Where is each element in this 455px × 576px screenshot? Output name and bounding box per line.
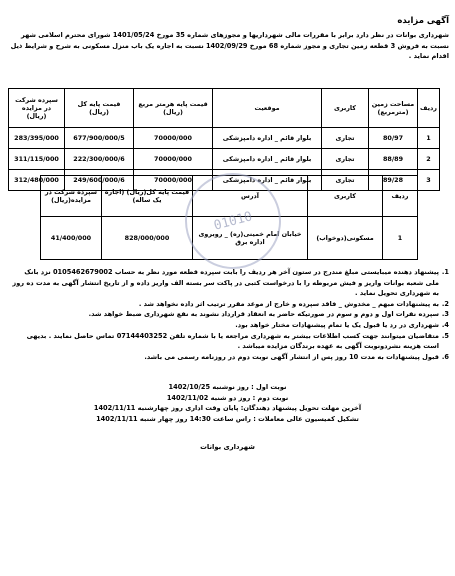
cell: 283/395/000 xyxy=(9,128,65,149)
submission-deadline: آخرین مهلت تحویل پیشنهاد دهندگان: پایان وقت اداری روز چهارشنبه 1402/11/11 xyxy=(93,404,362,413)
item-number: 3. xyxy=(441,310,449,319)
cell: مسکونی(دوخواب) xyxy=(308,217,383,260)
cell: 70000/000 xyxy=(134,149,213,170)
cell: 1 xyxy=(418,128,440,149)
first-publication-date: نوبت اول : روز نوشنبه 1402/10/25 xyxy=(168,383,287,391)
col-total-price: قیمت پایه کل (ریال) xyxy=(65,89,134,128)
item-number: 6. xyxy=(441,352,449,361)
list-item xyxy=(9,331,449,352)
commission-session: تشکیل کمیسیون عالی معاملات : راس ساعت 14:30 روز چهار شنبه 1402/11/11 xyxy=(96,414,359,423)
cell: 677/900/000/5 xyxy=(65,128,134,149)
table-row xyxy=(9,128,440,149)
item-number: 1. xyxy=(441,268,449,276)
item-number: 4. xyxy=(441,320,449,329)
cell: 311/115/000 xyxy=(9,149,65,170)
cell: 828/000/000 xyxy=(102,217,193,260)
cell: 41/400/000 xyxy=(41,217,102,260)
conditions-list xyxy=(9,267,449,362)
col-row-number: ردیف xyxy=(418,89,440,128)
cell: 70000/000 xyxy=(134,128,213,149)
cell: 249/600/000/6 xyxy=(65,170,134,191)
cell: بلوار قائم _ اداره دامپزشکی xyxy=(213,170,322,191)
col-usage: کاربری xyxy=(322,89,369,128)
list-item xyxy=(9,352,449,363)
item-number: 2. xyxy=(441,299,449,308)
cell: 2 xyxy=(418,149,440,170)
item-text: شهرداری در رد یا قبول یک یا تمام پیشنهادات مختار خواهد بود. xyxy=(235,320,439,329)
col-row-number: ردیف xyxy=(383,176,418,217)
list-item xyxy=(9,309,449,320)
cell: تجاری xyxy=(322,128,369,149)
col-total-price: قیمت پایه کل(ریال) (اجاره یک ساله) xyxy=(102,176,193,217)
item-text: قبول پیشنهادات به مدت 10 روز پس از انتشار آگهی نوبت دوم در روزنامه رسمی می باشد. xyxy=(144,352,439,361)
signature: شهرداری بوانات xyxy=(200,443,255,451)
notice-title: آگهی مزایده xyxy=(397,16,449,26)
list-item xyxy=(9,320,449,331)
cell: بلوار قائم _ اداره دامپزشکی xyxy=(213,128,322,149)
col-deposit: سپرده شرکت در مزایده(ریال) xyxy=(41,176,102,217)
item-text: متقاضیان میتوانند جهت کسب اطلاعات بیشتر به شهرداری مراجعه یا با شماره تلفن 07144403252 تماس حاصل نمایند . بدیهی است هزینه نشردونوبت آگهی به عهده برندگان مزایده میباشد . xyxy=(26,331,439,351)
cell: 222/300/000/6 xyxy=(65,149,134,170)
table-row xyxy=(9,149,440,170)
second-publication-date: نوبت دوم : روز دو شنبه 1402/11/02 xyxy=(166,393,289,402)
list-item xyxy=(9,299,449,310)
notice-intro: شهرداری بوانات در نظر دارد برابر با مقررات مالی شهرداریها و مجوزهای شماره 35 مورخ 1401/05/24 شورای محترم اسلامی شهر نسبت به فروش 3 قطعه زمین تجاری و مجوز شماره 68 مورخ 1402/09/29 نسبت به اجاره یک باب منزل مسکونی به شرح و شرایط ذیل اقدام نماید . xyxy=(10,31,449,60)
cell: بلوار قائم _ اداره دامپزشکی xyxy=(213,149,322,170)
item-text: به پیشنهادات مبهم _ مخدوش _ فاقد سپرده و خارج از موعد مقرر ترتیب اثر داده نخواهد شد . xyxy=(138,299,439,308)
cell: 88/89 xyxy=(369,149,418,170)
item-text: سپرده نفرات اول و دوم و سوم در صورتیکه حاضر به انعقاد قرارداد نشوند به نفع شهرداری ضبط خواهد شد. xyxy=(88,310,439,319)
schedule-block xyxy=(0,382,455,424)
table-header-row xyxy=(9,89,440,128)
col-address: آدرس xyxy=(193,176,308,217)
col-location: موقعیت xyxy=(213,89,322,128)
col-deposit: سپرده شرکت در مزایده (ریال) xyxy=(9,89,65,128)
cell: 89/28 xyxy=(369,170,418,191)
cell: تجاری xyxy=(322,149,369,170)
stamp-number: 01010 xyxy=(212,208,254,234)
col-unit-price: قیمت پایه هرمتر مربع (ریال) xyxy=(134,89,213,128)
item-text: پیشنهاد دهنده میبایستی مبلغ مندرج در ستون آخر هر ردیف را بابت سپرده قطعه مورد نظر به حساب 0105462679002 نزد بانک ملی شعبه بوانات واریز و فیش مربوطه را با درخواست کتبی در پاکت سر بسته الف واریز داده و از تاریخ انتشار آگهی به مدت ده روز به شهرداری تحویل نماید . xyxy=(12,268,439,298)
col-area: مساحت زمین (مترمربع) xyxy=(369,89,418,128)
list-item xyxy=(9,267,449,299)
cell: 70000/000 xyxy=(134,170,213,191)
item-number: 5. xyxy=(441,331,449,340)
cell: 3 xyxy=(418,170,440,191)
cell: 1 xyxy=(383,217,418,260)
cell: تجاری xyxy=(322,170,369,191)
cell: 312/480/000 xyxy=(9,170,65,191)
cell: 80/97 xyxy=(369,128,418,149)
cell: خیابان امام خمینی(ره) _ روبروی اداره برق xyxy=(193,217,308,260)
col-usage: کاربری xyxy=(308,176,383,217)
